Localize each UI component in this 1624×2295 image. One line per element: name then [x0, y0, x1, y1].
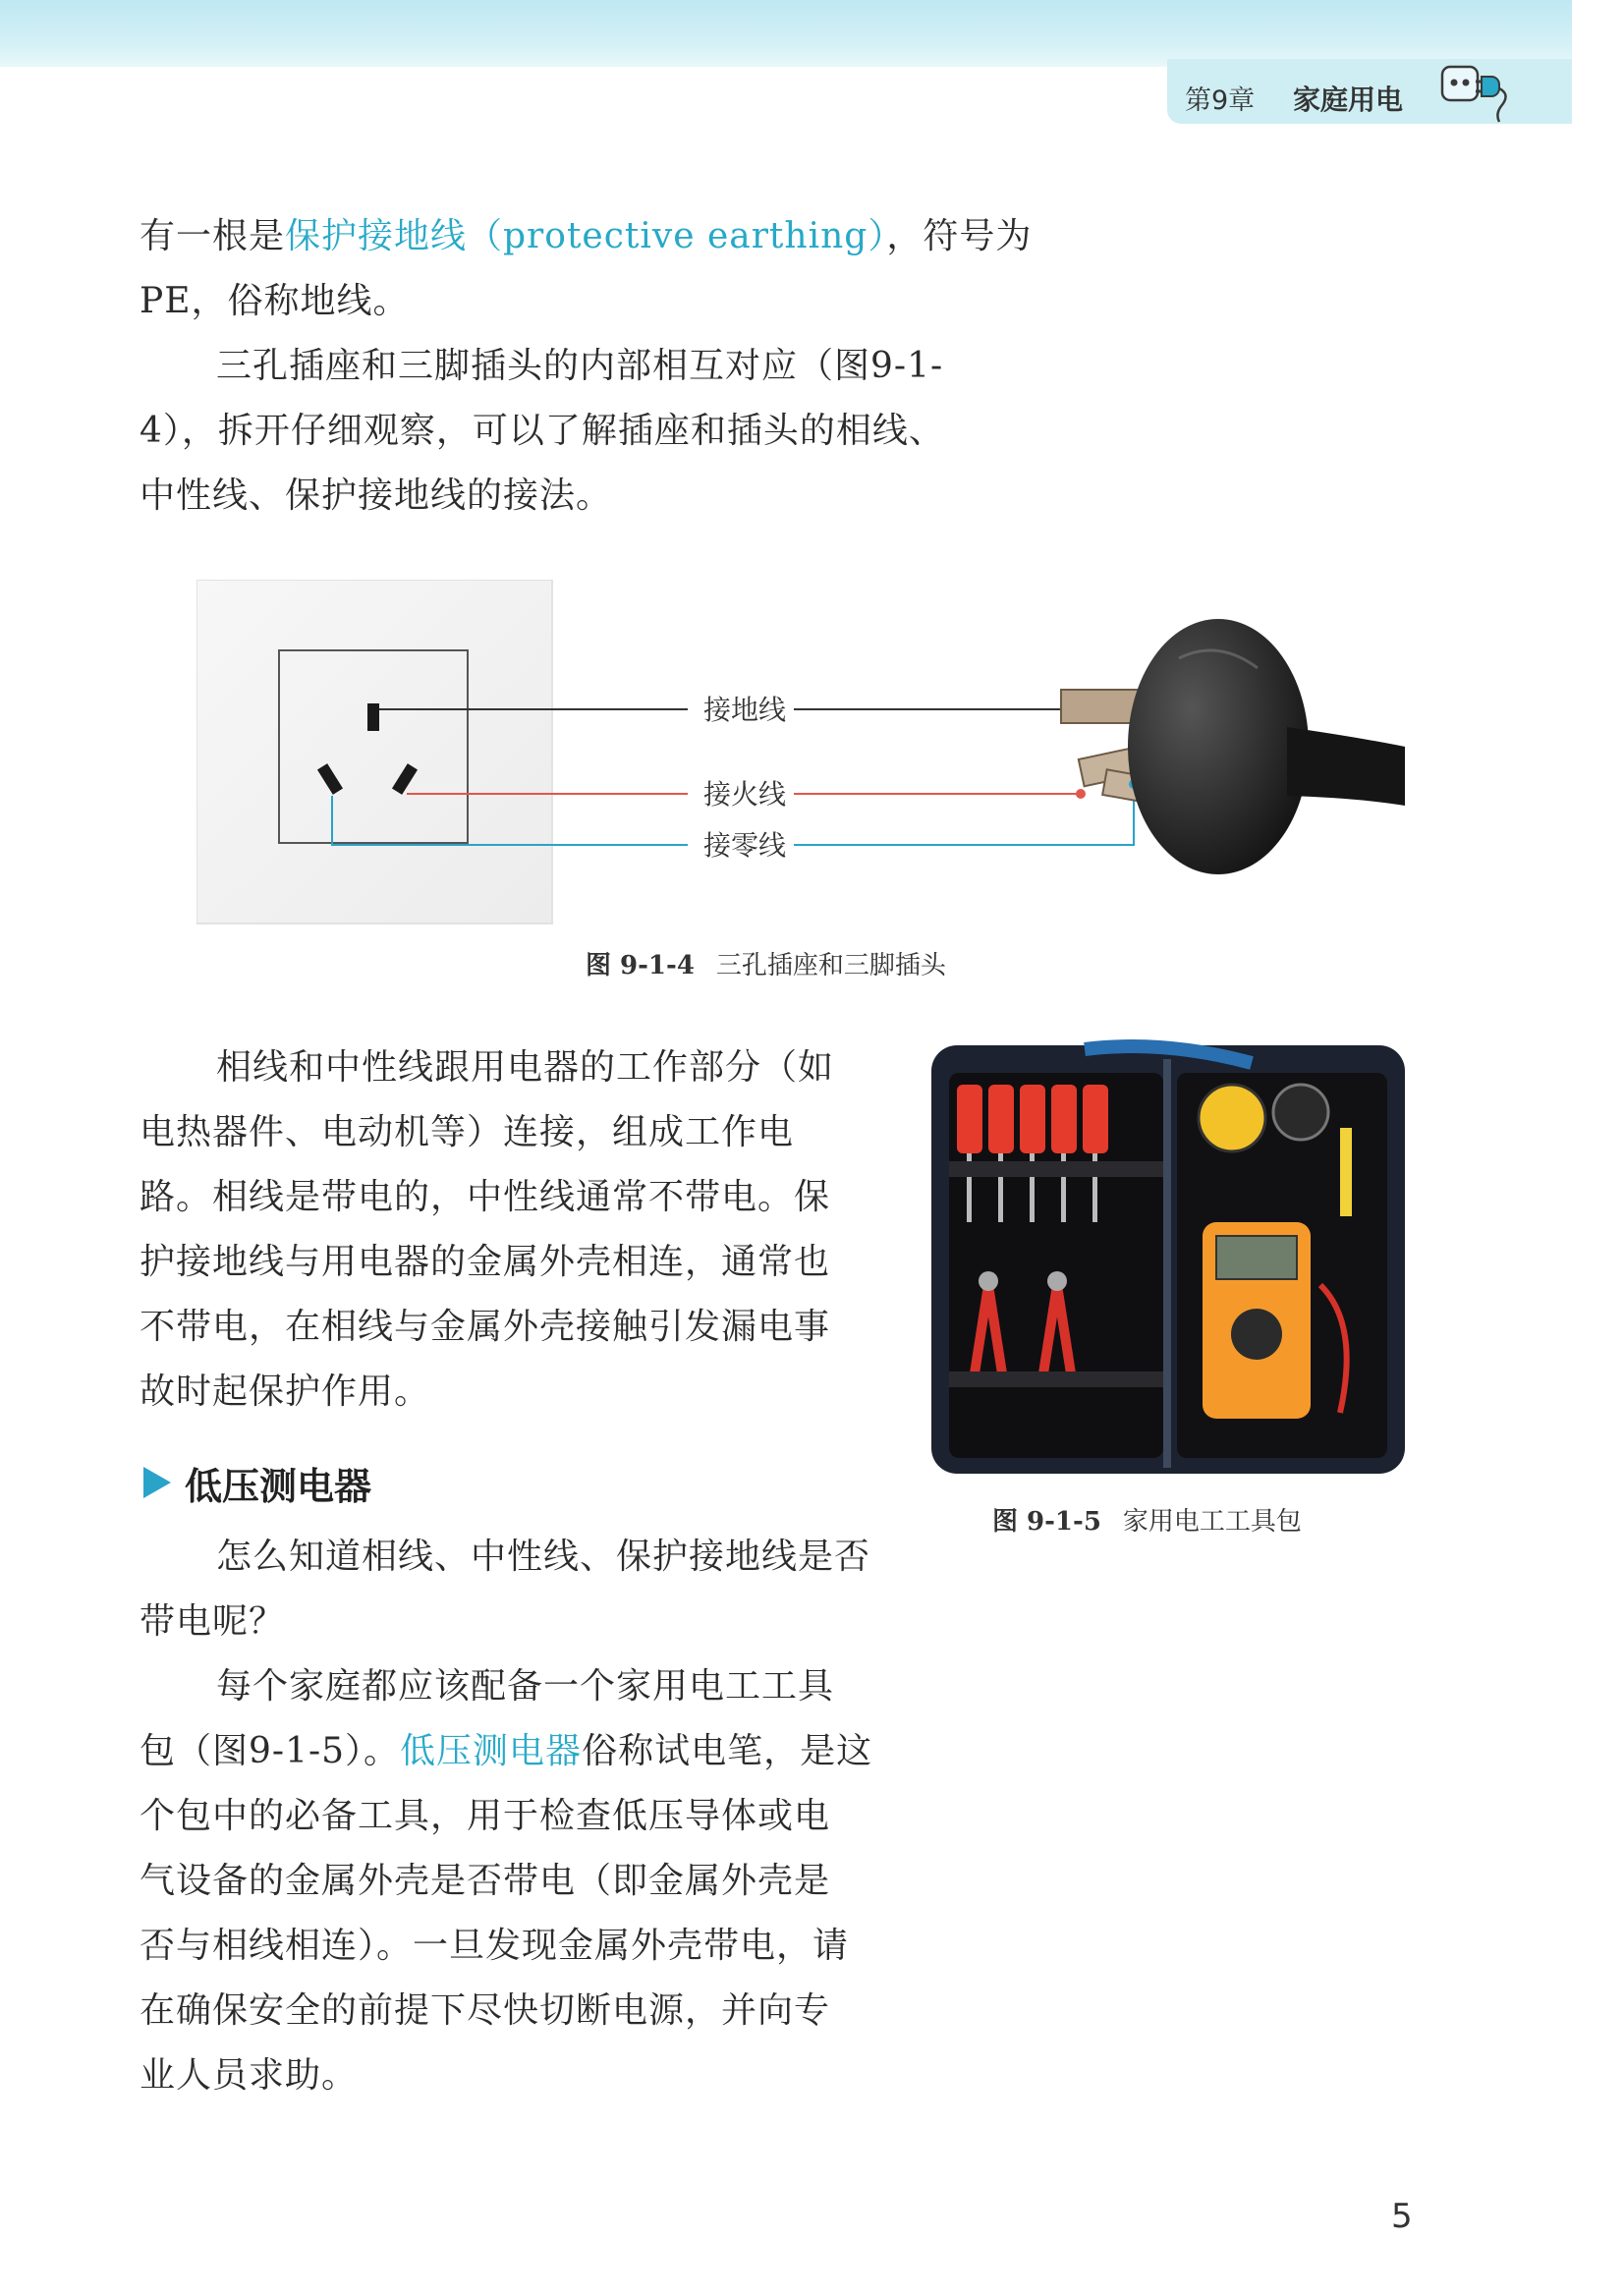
label-ground: 接地线: [703, 694, 787, 726]
label-live: 接火线: [703, 778, 787, 811]
text-run: 包（图9-1-5）。: [140, 1731, 401, 1771]
plug-body: [1128, 619, 1309, 874]
plug-cable: [1287, 727, 1405, 806]
term-low-voltage-tester: 低压测电器: [400, 1731, 583, 1771]
chapter-number: 第9章: [1185, 85, 1256, 116]
term-protective-earthing: 保护接地线（protective earthing）: [285, 216, 887, 256]
text-run: ，符号为: [886, 216, 1033, 256]
header-band: [0, 0, 1572, 67]
label-neutral: 接零线: [703, 829, 787, 862]
figure2-caption: [992, 1501, 1302, 1538]
live-dot: [1076, 789, 1086, 799]
intro-line-4: 4），拆开仔细观察，可以了解插座和插头的相线、: [140, 411, 945, 451]
page-number: 5: [1391, 2197, 1413, 2236]
intro-line-1: [140, 204, 1032, 269]
text-run: 有一根是: [140, 216, 286, 256]
strap: [949, 1161, 1163, 1177]
question-line-2: 带电呢？: [140, 1601, 286, 1642]
plug-ground-pin: [1061, 690, 1142, 723]
figure1-number: 图 9-1-4: [586, 951, 695, 980]
section-line-5: 否与相线相连）。一旦发现金属外壳带电，请: [140, 1926, 850, 1966]
section-line-7: 业人员求助。: [140, 2055, 359, 2096]
text-run: 俗称试电笔，是这: [582, 1731, 873, 1771]
triangle-bullet-icon: [140, 1463, 175, 1502]
body-line-3: 路。相线是带电的，中性线通常不带电。保: [140, 1177, 831, 1217]
figure1-caption-text: 三孔插座和三脚插头: [715, 951, 946, 980]
section-line-6: 在确保安全的前提下尽快切断电源，并向专: [140, 1990, 831, 2031]
section-line-3: 个包中的必备工具，用于检查低压导体或电: [140, 1796, 831, 1836]
chapter-title: 家庭用电: [1293, 84, 1404, 116]
figure1-caption: [586, 945, 946, 981]
section-title: 低压测电器: [185, 1464, 372, 1508]
socket-panel: [196, 580, 552, 924]
question-line-1: 怎么知道相线、中性线、保护接地线是否: [216, 1537, 871, 1577]
body-line-1: 相线和中性线跟用电器的工作部分（如: [216, 1047, 835, 1088]
body-line-2: 电热器件、电动机等）连接，组成工作电: [140, 1112, 795, 1152]
intro-line-2: PE，俗称地线。: [140, 281, 410, 321]
electrician-toolbag-photo: [927, 1039, 1409, 1478]
section-line-2: [140, 1719, 872, 1784]
figure2-caption-text: 家用电工工具包: [1122, 1507, 1302, 1537]
figure2-number: 图 9-1-5: [992, 1507, 1101, 1537]
section-heading: [140, 1458, 371, 1507]
socket-ground-hole: [367, 703, 379, 731]
section-line-4: 气设备的金属外壳是否带电（即金属外壳是: [140, 1861, 831, 1901]
intro-line-5: 中性线、保护接地线的接法。: [140, 476, 613, 516]
plug-icon: [1436, 55, 1513, 124]
body-line-4: 护接地线与用电器的金属外壳相连，通常也: [140, 1242, 831, 1282]
body-line-6: 故时起保护作用。: [140, 1371, 431, 1412]
section-line-1: 每个家庭都应该配备一个家用电工工具: [216, 1666, 835, 1707]
intro-line-3: 三孔插座和三脚插头的内部相互对应（图9-1-: [216, 346, 944, 386]
body-line-5: 不带电，在相线与金属外壳接触引发漏电事: [140, 1307, 831, 1347]
tape-measure: [1199, 1085, 1265, 1151]
socket-plug-figure: [196, 580, 1405, 933]
